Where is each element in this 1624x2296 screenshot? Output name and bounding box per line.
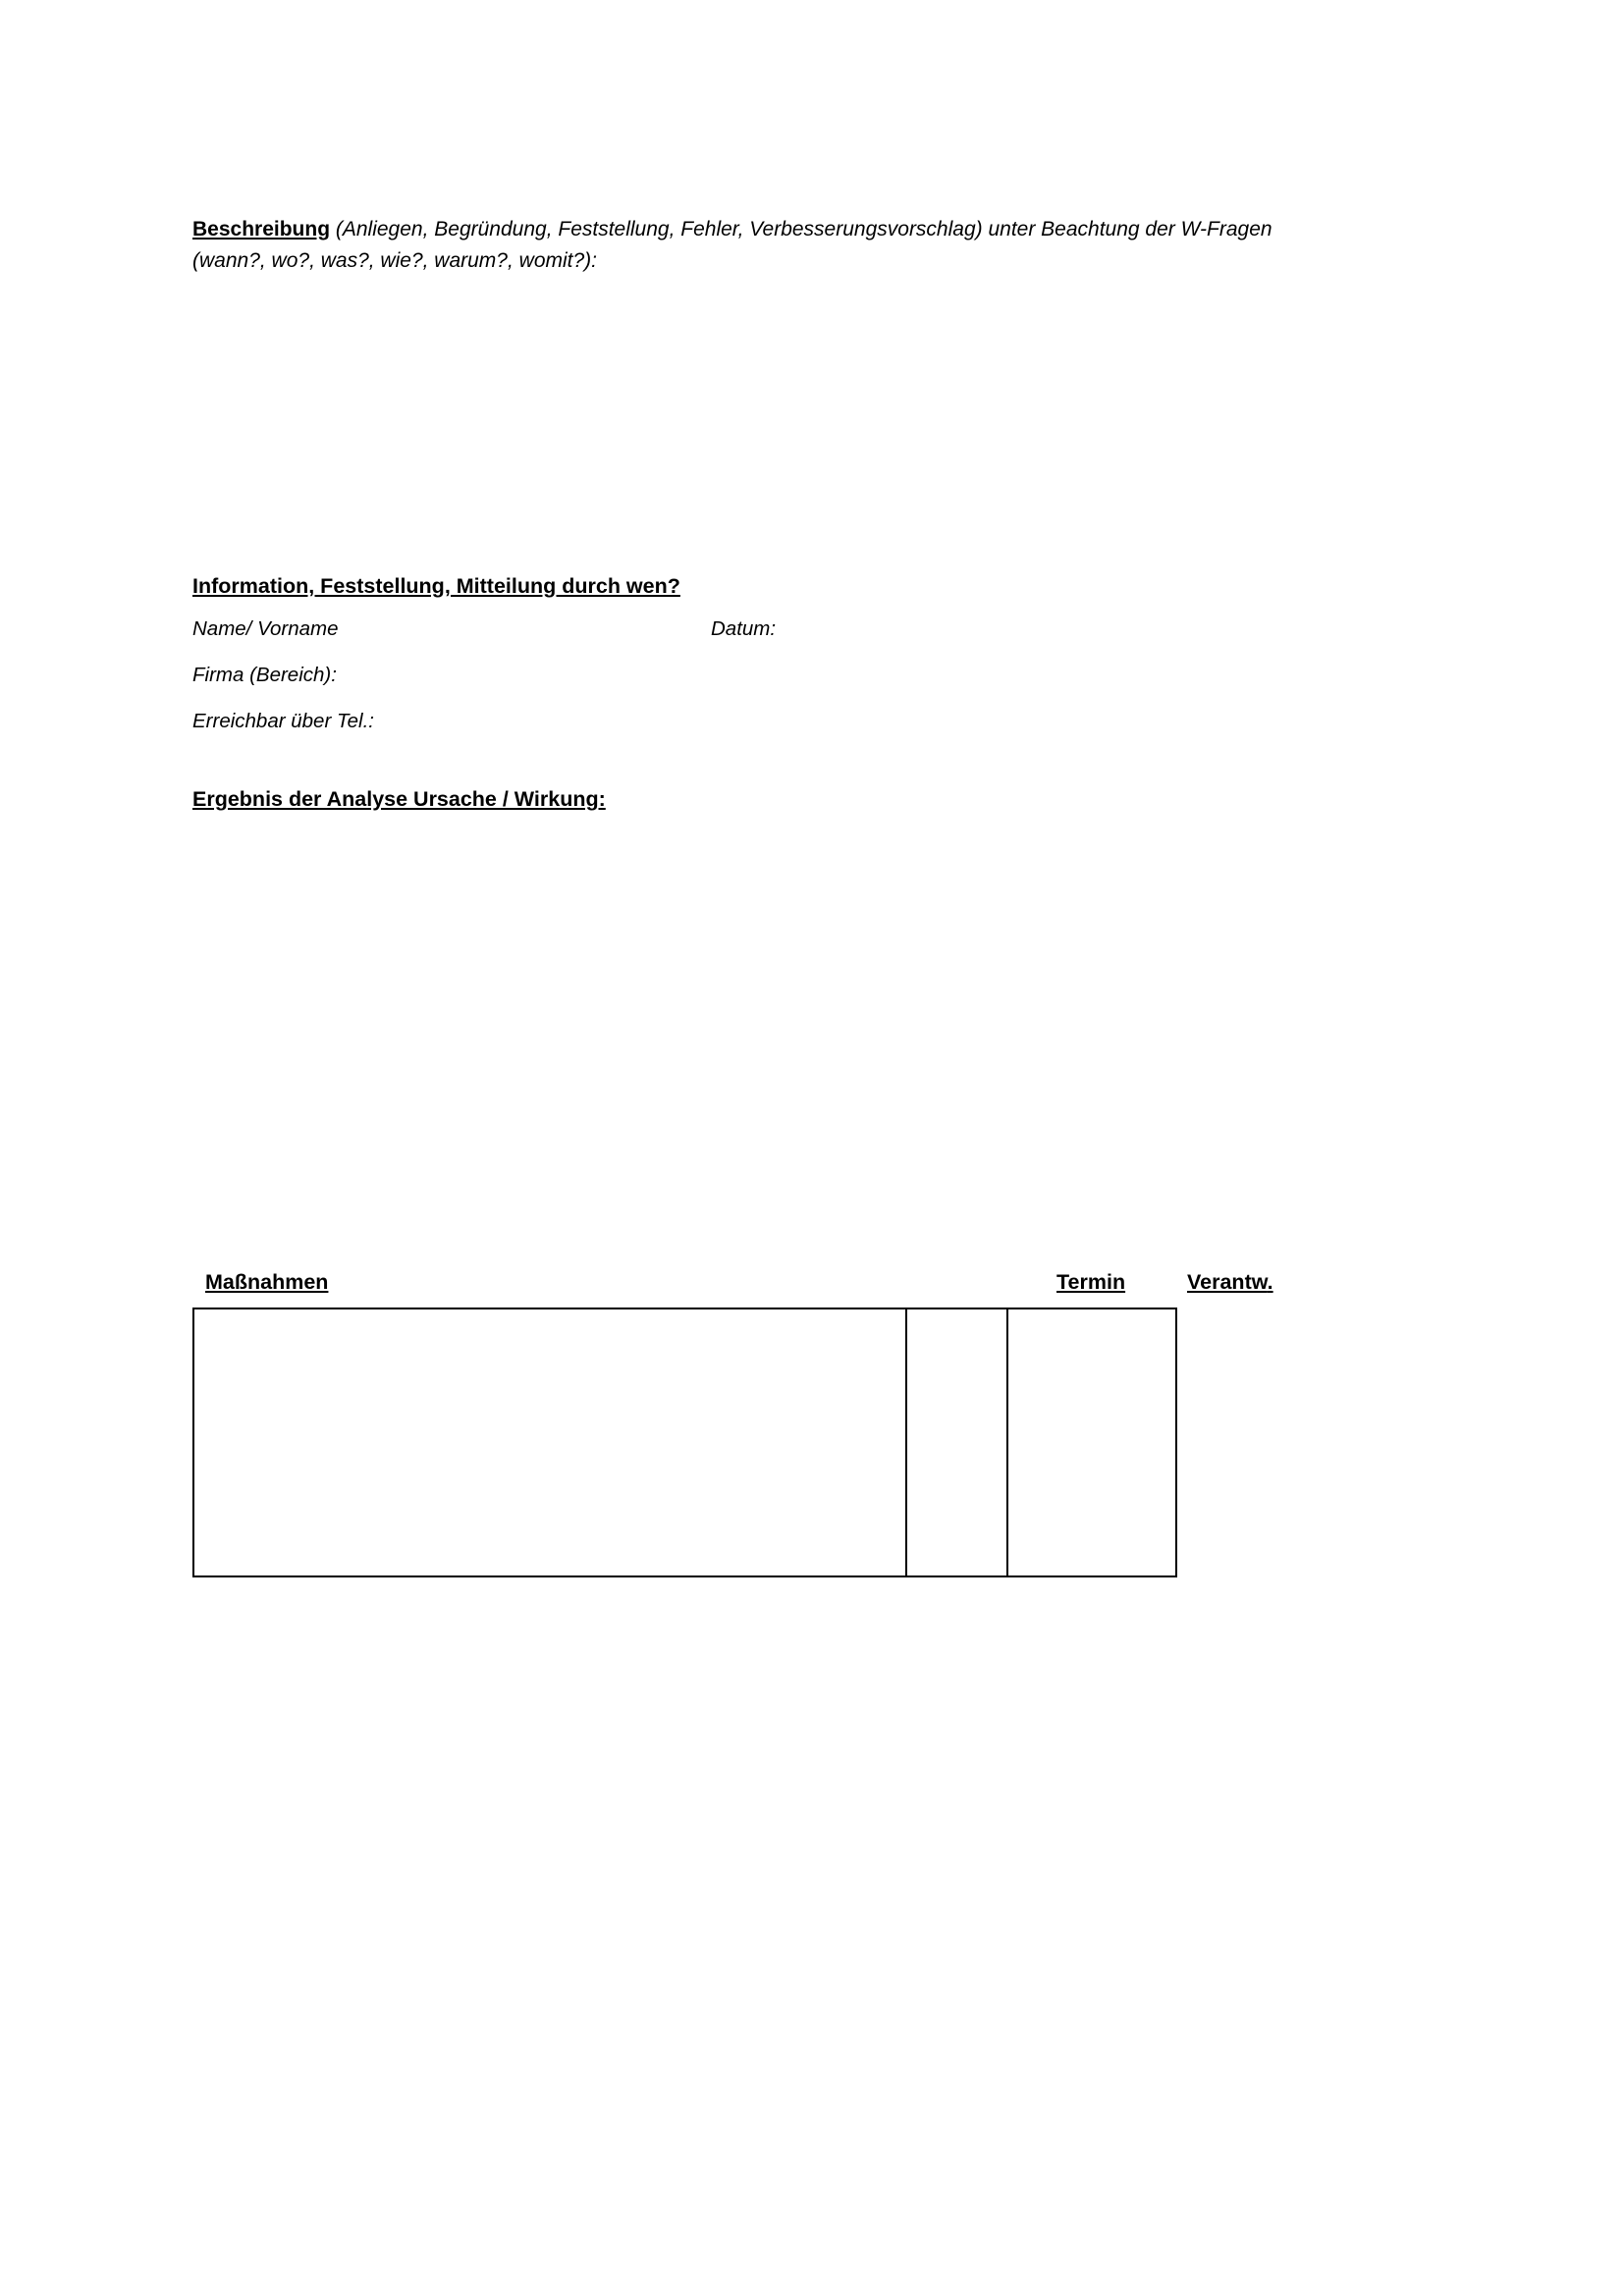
field-row-name: [192, 616, 1430, 666]
information-fields: [192, 616, 1430, 758]
measures-table-header: [192, 1270, 1430, 1306]
analysis-heading: Ergebnis der Analyse Ursache / Wirkung:: [192, 786, 606, 811]
field-row-telefon: [192, 709, 1430, 758]
measures-table: [192, 1308, 1177, 1577]
table-cell-verantw[interactable]: [1008, 1309, 1175, 1575]
field-label-firma: Firma (Bereich):: [192, 663, 337, 686]
description-answer-area[interactable]: [192, 277, 1430, 571]
column-header-massnahmen: Maßnahmen: [205, 1270, 329, 1294]
column-header-termin: Termin: [1056, 1270, 1126, 1294]
column-header-verantw-text: Verantw: [1187, 1270, 1268, 1294]
column-header-verantw-period: .: [1267, 1270, 1273, 1294]
description-title: Beschreibung: [192, 218, 331, 240]
field-label-telefon: Erreichbar über Tel.:: [192, 709, 374, 732]
analysis-answer-area[interactable]: [192, 814, 1430, 1270]
information-heading: Information, Feststellung, Mitteilung durch wen?: [192, 573, 680, 598]
field-label-datum: Datum:: [711, 616, 777, 640]
description-block: [192, 214, 1385, 277]
field-label-name: Name/ Vorname: [192, 616, 339, 640]
column-header-verantw: [1187, 1270, 1273, 1295]
description-subtitle-line1: (Anliegen, Begründung, Feststellung, Fehler, Verbesserungsvorschlag) unter Beachtung der W-Fragen: [330, 218, 1272, 240]
description-subtitle-line2: (wann?, wo?, was?, wie?, warum?, womit?):: [192, 248, 597, 272]
field-row-firma: [192, 663, 1430, 712]
spacer-before-analysis: [192, 758, 1430, 784]
document-content: [192, 214, 1430, 1577]
table-cell-massnahmen[interactable]: [194, 1309, 905, 1575]
table-cell-termin[interactable]: [907, 1309, 1006, 1575]
